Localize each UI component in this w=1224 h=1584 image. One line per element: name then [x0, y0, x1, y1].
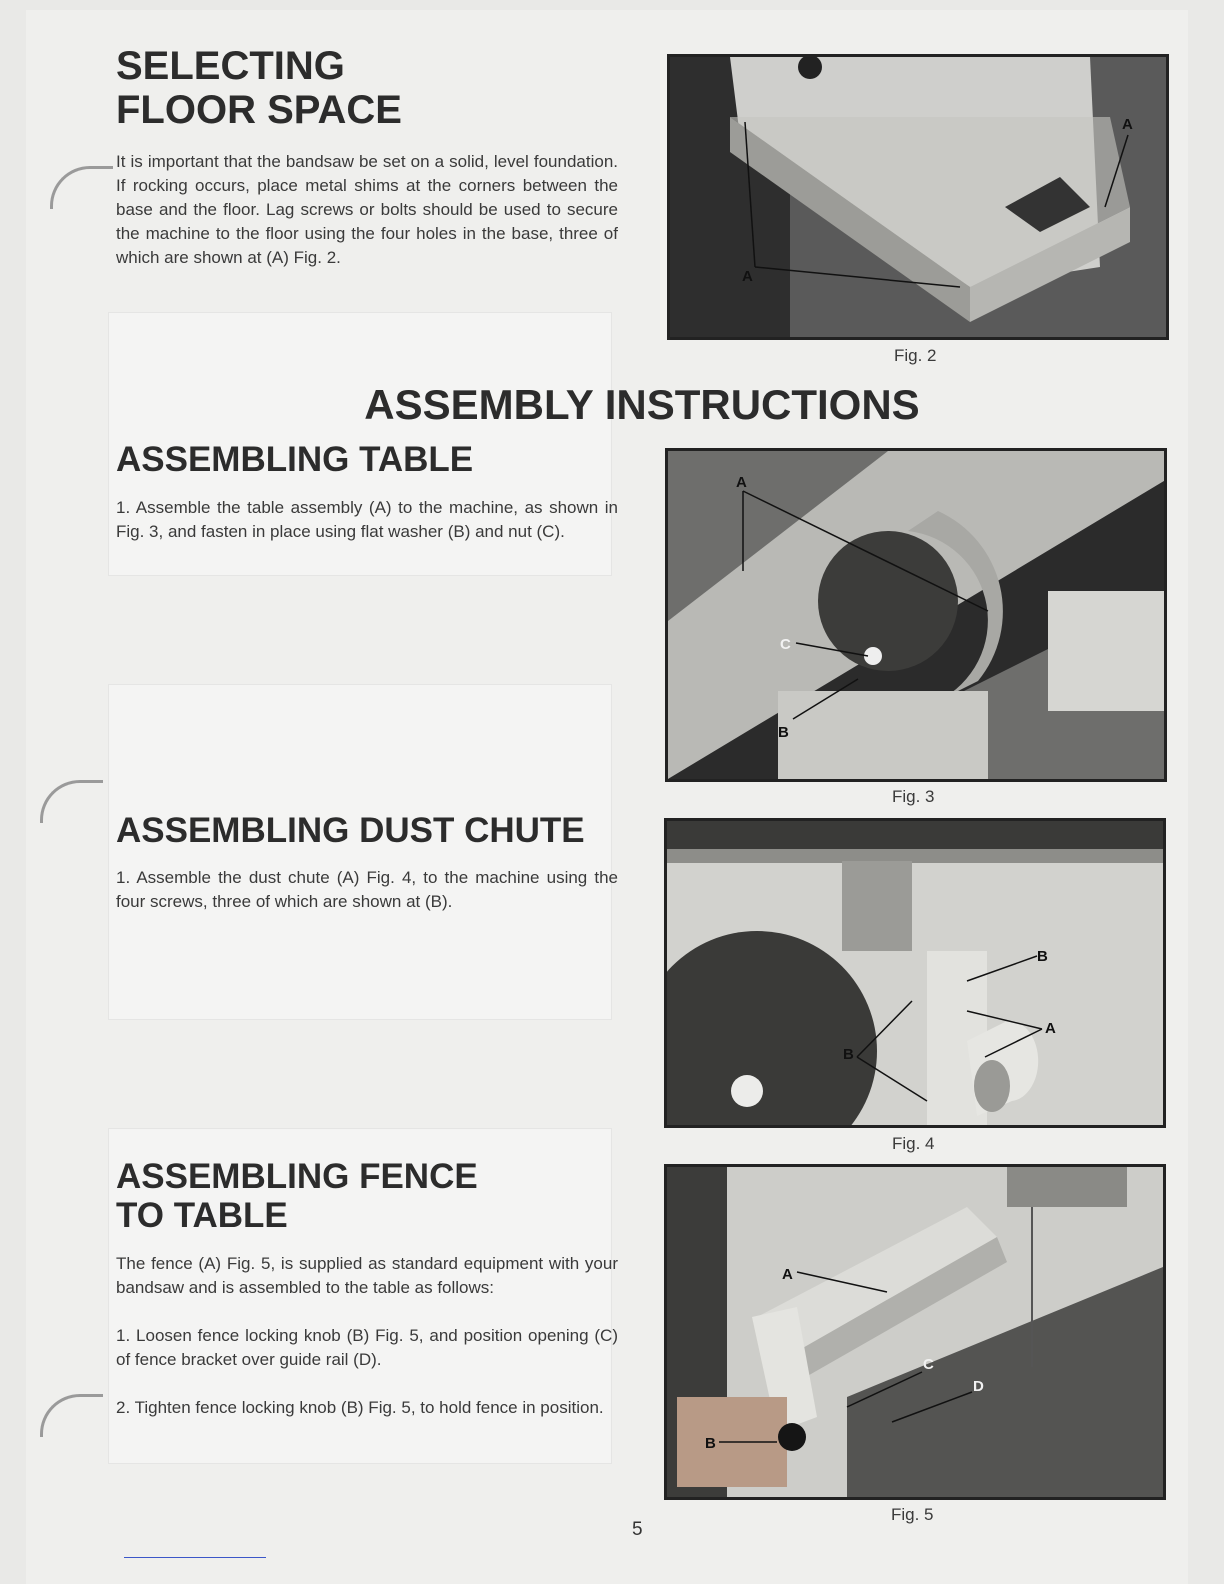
fig4-label-a: A — [1045, 1020, 1056, 1037]
figure-5-caption: Fig. 5 — [891, 1505, 934, 1524]
figure-5-photo — [664, 1164, 1166, 1500]
fig3-label-a: A — [736, 474, 747, 491]
fig2-label-a-right: A — [1122, 116, 1133, 133]
fence-step-1: 1. Loosen fence locking knob (B) Fig. 5, and position opening (C) of fence bracket over guide rail (D). — [116, 1326, 618, 1369]
fig3-label-b: B — [778, 724, 789, 741]
fig4-label-b-right: B — [1037, 948, 1048, 965]
figure-3-photo — [665, 448, 1167, 782]
figure-2-photo — [667, 54, 1169, 340]
fig5-label-b: B — [705, 1435, 716, 1452]
heading-selecting-floor-space: SELECTING FLOOR SPACE — [116, 44, 402, 132]
page-number: 5 — [632, 1519, 643, 1540]
heading-assembly-instructions: ASSEMBLY INSTRUCTIONS — [364, 381, 920, 428]
footer-line — [124, 1557, 266, 1558]
heading-assembling-table: ASSEMBLING TABLE — [116, 440, 474, 479]
floor-space-text: It is important that the bandsaw be set on a solid, level foundation. If rocking occurs, place metal shims at the corners between the base and the floor. Lag screws or bolts should be used to secure the machine to the floor using the four holes in the base, three of which are shown at (A) Fig. 2. — [116, 152, 618, 267]
figure-4-caption: Fig. 4 — [892, 1134, 935, 1153]
figure-2-caption: Fig. 2 — [894, 346, 937, 365]
figure-3-caption: Fig. 3 — [892, 787, 935, 806]
table-step-1: 1. Assemble the table assembly (A) to the machine, as shown in Fig. 3, and fasten in place using flat washer (B) and nut (C). — [116, 498, 618, 541]
fig5-label-a: A — [782, 1266, 793, 1283]
dust-chute-step-1: 1. Assemble the dust chute (A) Fig. 4, to the machine using the four screws, three of which are shown at (B). — [116, 868, 618, 911]
fig3-label-c: C — [780, 636, 791, 653]
bleed-through-box — [108, 684, 612, 1020]
fig5-label-c: C — [923, 1356, 934, 1373]
fence-step-2: 2. Tighten fence locking knob (B) Fig. 5, to hold fence in position. — [116, 1398, 604, 1417]
fig2-label-a-left: A — [742, 268, 753, 285]
fence-intro: The fence (A) Fig. 5, is supplied as standard equipment with your bandsaw and is assembled to the table as follows: — [116, 1254, 618, 1297]
fig4-label-b-left: B — [843, 1046, 854, 1063]
heading-assembling-dust-chute: ASSEMBLING DUST CHUTE — [116, 811, 585, 850]
figure-4-photo — [664, 818, 1166, 1128]
heading-assembling-fence: ASSEMBLING FENCE TO TABLE — [116, 1157, 478, 1235]
fig5-label-d: D — [973, 1378, 984, 1395]
